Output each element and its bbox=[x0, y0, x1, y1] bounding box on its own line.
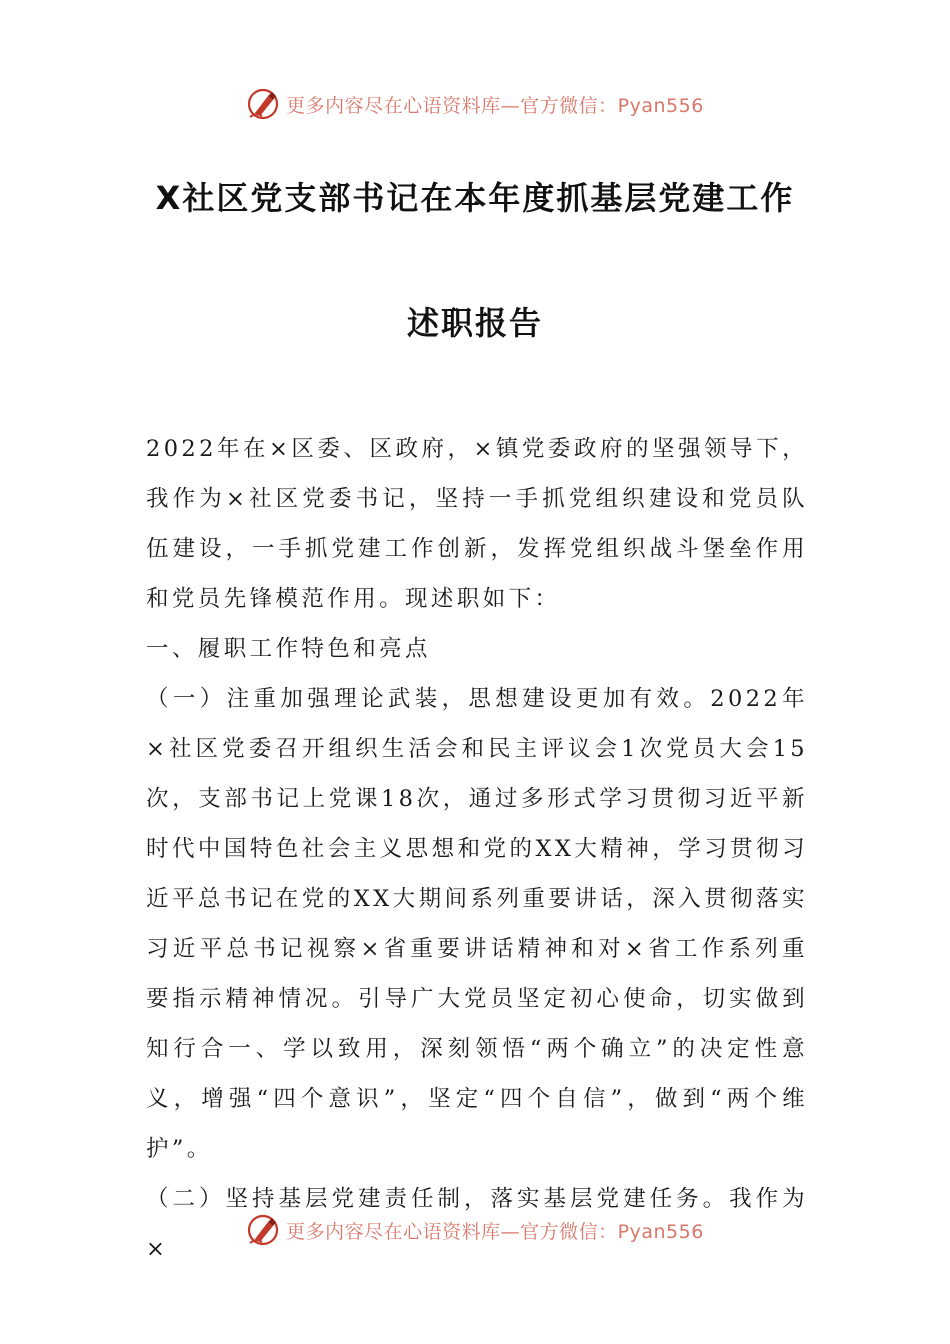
paragraph-intro: 2022年在×区委、区政府，×镇党委政府的坚强领导下，我作为×社区党委书记，坚持一手抓党组织建设和党员队伍建设，一手抓党建工作创新，发挥党组织战斗堡垒作用和党员先锋模范作用。现述职如下： bbox=[146, 436, 808, 612]
document-title-line-2: 述职报告 bbox=[406, 304, 543, 342]
watermark-text bbox=[286, 91, 704, 118]
watermark-banner-bottom bbox=[0, 1208, 950, 1252]
watermark-banner-top bbox=[0, 82, 950, 126]
watermark-wechat-id: Pyan556 bbox=[617, 94, 704, 117]
paragraph-responsibility: （二）坚持基层党建责任制，落实基层党建任务。我作为× bbox=[146, 1186, 808, 1262]
watermark-wechat-id: Pyan556 bbox=[617, 1220, 704, 1243]
document-title-line-1: X社区党支部书记在本年度抓基层党建工作 bbox=[155, 179, 795, 217]
watermark-label: 更多内容尽在心语资料库—官方微信： bbox=[286, 94, 618, 117]
paragraph-theory: （一）注重加强理论武装，思想建设更加有效。2022年×社区党委召开组织生活会和民主评议会1次党员大会15次，支部书记上党课18次，通过多形式学习贯彻习近平新时代中国特色社会主义思想和党的XX大精神，学习贯彻习近平总书记在党的XX大期间系列重要讲话，深入贯彻落实习近平总书记视察×省重要讲话精神和对×省工作系列重要指示精神情况。引导广大党员坚定初心使命，切实做到知行合一、学以致用，深刻领悟“两个确立”的决定性意义，增强“四个意识”，坚定“四个自信”，做到“两个维护”。 bbox=[146, 686, 808, 1162]
section-heading-1: 一、履职工作特色和亮点 bbox=[146, 636, 431, 662]
pen-nib-logo-icon bbox=[246, 86, 282, 122]
watermark-label: 更多内容尽在心语资料库—官方微信： bbox=[286, 1220, 618, 1243]
document-body bbox=[146, 424, 808, 1274]
watermark-text bbox=[286, 1217, 704, 1244]
pen-nib-logo-icon bbox=[246, 1212, 282, 1248]
